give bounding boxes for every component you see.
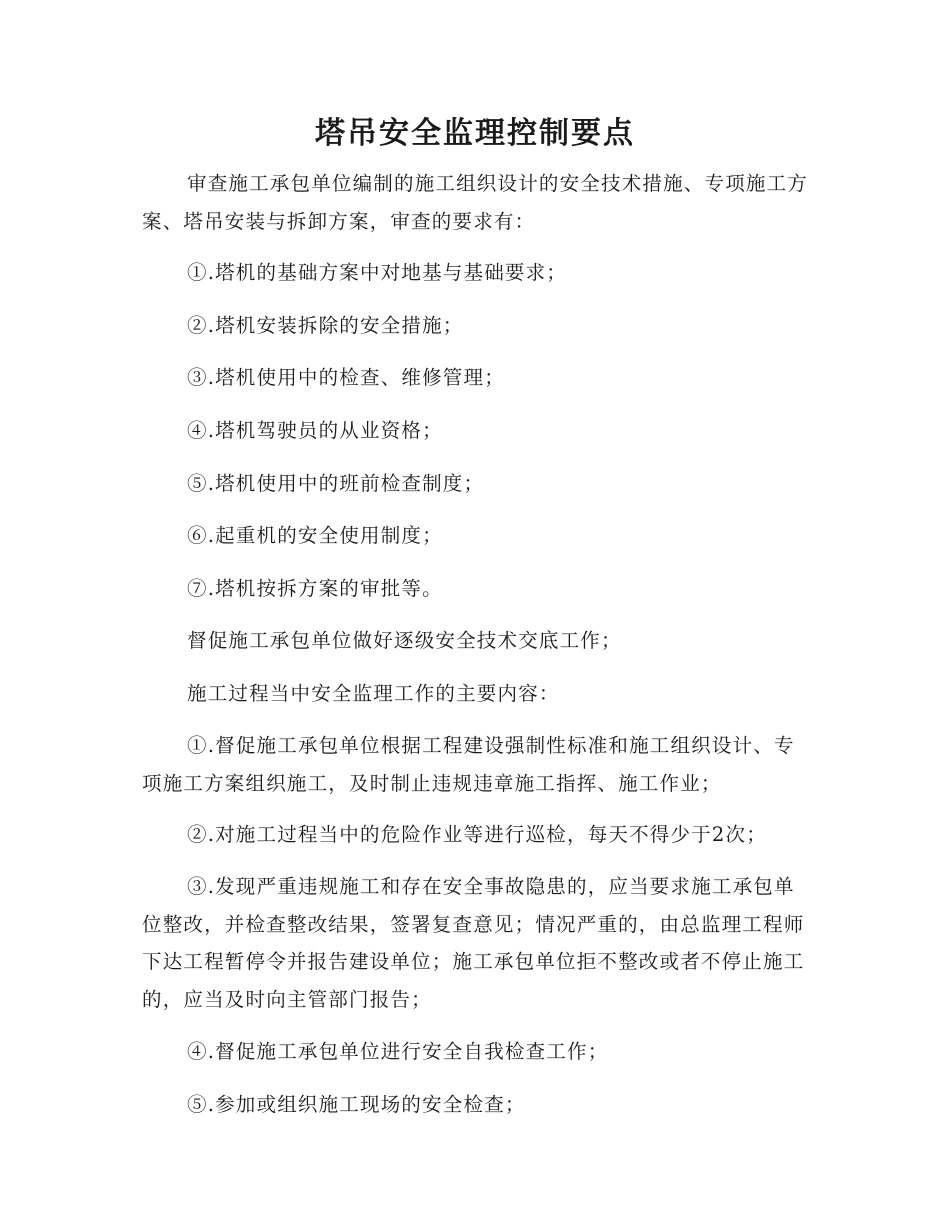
review-item-6: ⑥.起重机的安全使用制度； bbox=[187, 524, 443, 547]
review-item-3: ③.塔机使用中的检查、维修管理； bbox=[187, 366, 505, 389]
main-content-heading: 施工过程当中安全监理工作的主要内容： bbox=[187, 682, 560, 705]
review-item-1: ①.塔机的基础方案中对地基与基础要求； bbox=[187, 261, 567, 284]
intro-paragraph: 审查施工承包单位编制的施工组织设计的安全技术措施、专项施工方案、塔吊安装与拆卸方案，审查的要求有： bbox=[142, 172, 809, 233]
content-item-2: ②.对施工过程当中的危险作业等进行巡检，每天不得少于2次； bbox=[187, 823, 767, 846]
supervise-paragraph: 督促施工承包单位做好逐级安全技术交底工作； bbox=[187, 629, 622, 652]
review-item-7: ⑦.塔机按拆方案的审批等。 bbox=[187, 577, 443, 600]
content-item-1: ①.督促施工承包单位根据工程建设强制性标准和施工组织设计、专项施工方案组织施工，及时制止违规违章施工指挥、施工作业； bbox=[142, 734, 795, 795]
content-item-5: ⑤.参加或组织施工现场的安全检查； bbox=[187, 1093, 526, 1116]
content-item-4: ④.督促施工承包单位进行安全自我检查工作； bbox=[187, 1040, 609, 1063]
content-item-3: ③.发现严重违规施工和存在安全事故隐患的，应当要求施工承包单位整改，并检查整改结果，签署复查意见；情况严重的，由总监理工程师下达工程暂停令并报告建设单位；施工承包单位拒不整改或者不停止施工的，应当及时向主管部门报告； bbox=[142, 875, 805, 1011]
review-item-4: ④.塔机驾驶员的从业资格； bbox=[187, 419, 443, 442]
review-item-5: ⑤.塔机使用中的班前检查制度； bbox=[187, 472, 485, 495]
review-item-2: ②.塔机安装拆除的安全措施； bbox=[187, 314, 464, 337]
document-title: 塔吊安全监理控制要点 bbox=[315, 116, 635, 151]
